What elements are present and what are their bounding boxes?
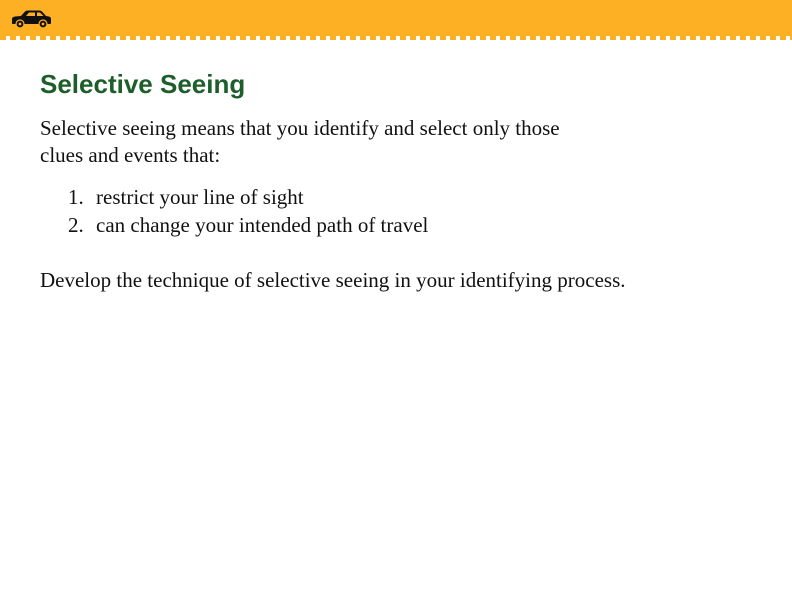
header-bar: [0, 0, 792, 38]
header-dashed-border: [0, 36, 792, 40]
numbered-list: [68, 183, 428, 239]
slide-title: Selective Seeing: [40, 69, 246, 99]
list-item-number: 1.: [68, 185, 84, 209]
list-item: [68, 211, 428, 239]
list-item-number: 2.: [68, 213, 84, 237]
car-icon: [10, 9, 52, 29]
intro-paragraph: Selective seeing means that you identify and select only those clues and events that:: [40, 116, 560, 167]
list-item: [68, 183, 428, 211]
list-item-text: can change your intended path of travel: [96, 213, 429, 237]
list-item-text: restrict your line of sight: [96, 185, 304, 209]
closing-paragraph: Develop the technique of selective seeing in your identifying process.: [40, 268, 626, 292]
